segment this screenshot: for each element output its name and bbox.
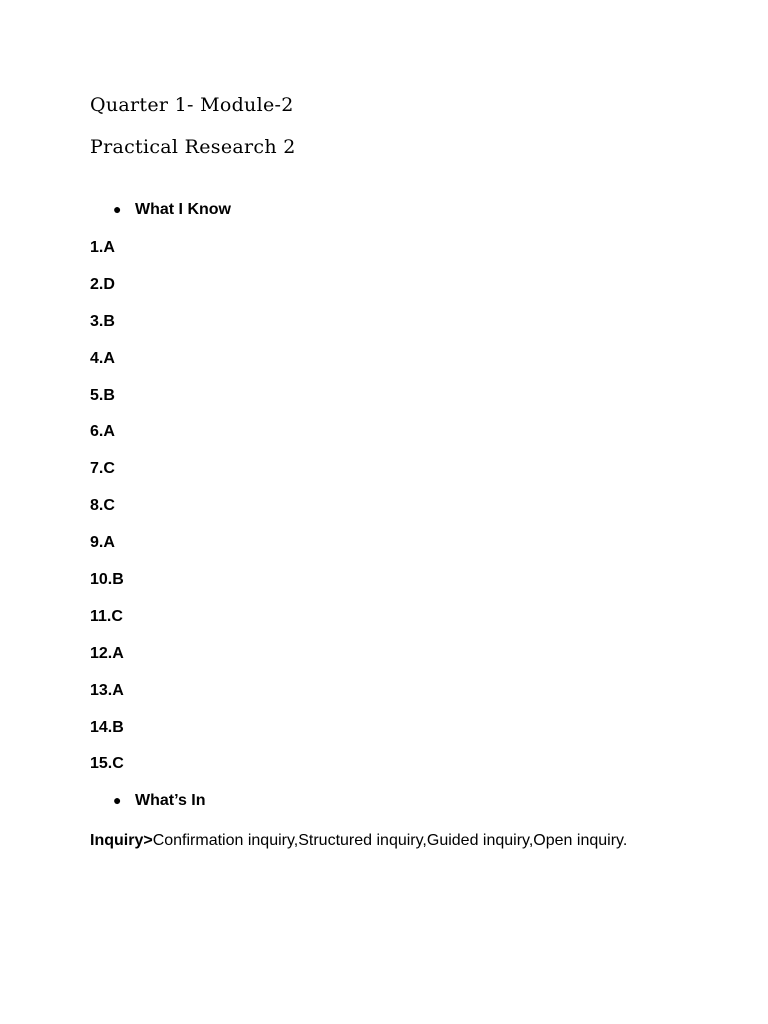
answer-item: 11.C	[90, 607, 123, 625]
answer-item: 9.A	[90, 534, 115, 552]
answer-item: 12.A	[90, 644, 124, 662]
answer-list	[90, 238, 124, 791]
section-heading-text: What I Know	[135, 201, 231, 218]
document-title-quarter-module: Quarter 1- Module-2	[90, 94, 294, 116]
section-heading-text: What’s In	[135, 792, 206, 809]
answer-item: 15.C	[90, 755, 124, 773]
answer-item: 1.A	[90, 239, 115, 256]
answer-item: 4.A	[90, 349, 115, 367]
inquiry-definition: Confirmation inquiry,Structured inquiry,Guided inquiry,Open inquiry.	[152, 832, 628, 849]
answer-item: 3.B	[90, 312, 115, 330]
inquiry-paragraph	[90, 829, 650, 853]
answer-item: 5.B	[90, 386, 115, 404]
answer-item: 7.C	[90, 460, 115, 478]
answer-item: 13.A	[90, 681, 124, 699]
bullet-icon: ●	[113, 792, 122, 808]
answer-item: 14.B	[90, 718, 124, 736]
answer-item: 8.C	[90, 497, 115, 515]
answer-item: 2.D	[90, 275, 115, 293]
section-heading-what-i-know	[113, 201, 231, 219]
inquiry-term: Inquiry>	[90, 832, 153, 849]
answer-item: 10.B	[90, 571, 124, 589]
document-title-subject: Practical Research 2	[90, 136, 296, 158]
section-heading-whats-in	[113, 792, 206, 810]
answer-item: 6.A	[90, 423, 115, 441]
bullet-icon: ●	[113, 201, 122, 217]
